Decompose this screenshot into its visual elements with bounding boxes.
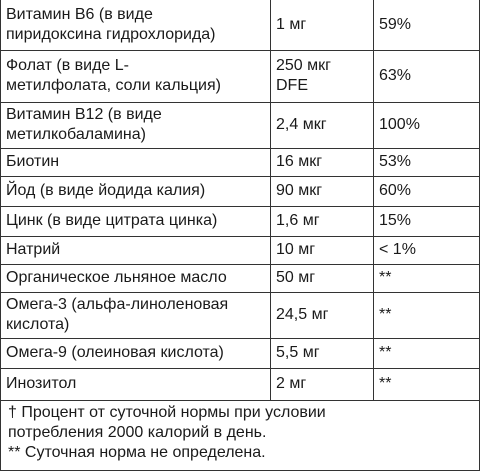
nutrient-daily-value-text: ** (379, 344, 392, 361)
nutrient-name (0, 264, 270, 292)
nutrient-daily-value (373, 50, 480, 102)
nutrient-amount-text: 90 мкг (276, 182, 323, 199)
nutrient-daily-value-text: ** (379, 269, 392, 286)
nutrient-name (0, 236, 270, 264)
nutrient-name-text: Витамин B12 (в виде метилкобаламина) (6, 106, 162, 143)
nutrient-amount (270, 264, 373, 292)
nutrient-daily-value (373, 0, 480, 50)
nutrient-daily-value-text: 100% (379, 116, 420, 133)
nutrient-amount (270, 206, 373, 236)
nutrient-amount (270, 176, 373, 206)
nutrient-name (0, 292, 270, 338)
nutrient-amount (270, 102, 373, 148)
nutrient-name-text: Натрий (6, 241, 61, 258)
nutrient-daily-value (373, 338, 480, 368)
nutrient-amount-text: 1 мг (276, 16, 307, 33)
footnote-line-3: ** Суточная норма не определена. (8, 444, 266, 461)
nutrient-daily-value-text: ** (379, 306, 392, 323)
nutrient-daily-value (373, 102, 480, 148)
nutrient-amount (270, 338, 373, 368)
nutrient-name (0, 206, 270, 236)
table-footnote (0, 403, 480, 463)
nutrient-name-text: Йод (в виде йодида калия) (6, 182, 206, 199)
nutrient-amount-text: 2 мг (276, 375, 307, 392)
nutrient-amount (270, 50, 373, 102)
nutrient-amount-text: 10 мг (276, 241, 316, 258)
nutrient-amount-text: 16 мкг (276, 153, 323, 170)
nutrient-amount-text: 1,6 мг (276, 212, 320, 229)
nutrient-daily-value (373, 176, 480, 206)
nutrient-name (0, 176, 270, 206)
nutrient-amount (270, 0, 373, 50)
nutrient-name-text: Омега-9 (олеиновая кислота) (6, 344, 224, 361)
nutrient-name-text: Биотин (6, 153, 60, 170)
nutrient-name-text: Инозитол (6, 375, 77, 392)
nutrient-name (0, 338, 270, 368)
nutrient-daily-value-text: 60% (379, 182, 412, 199)
nutrient-name-text: Фолат (в виде L- метилфолата, соли кальция) (6, 57, 221, 94)
nutrient-amount-text: 24,5 мг (276, 306, 329, 323)
nutrient-amount (270, 148, 373, 176)
nutrient-name-text: Цинк (в виде цитрата цинка) (6, 212, 218, 229)
nutrient-name (0, 102, 270, 148)
nutrient-name (0, 148, 270, 176)
nutrient-daily-value-text: 59% (379, 16, 412, 33)
nutrient-daily-value-text: 63% (379, 67, 412, 84)
nutrient-name-text: Органическое льняное масло (6, 269, 227, 286)
nutrient-daily-value (373, 292, 480, 338)
nutrient-daily-value (373, 148, 480, 176)
nutrient-name-text: Омега-3 (альфа-линоленовая кислота) (6, 296, 229, 333)
nutrient-name-text: Витамин B6 (в виде пиридоксина гидрохлорида) (6, 6, 216, 43)
nutrient-amount-text: 250 мкг DFE (276, 57, 331, 94)
nutrient-name (0, 0, 270, 50)
nutrient-daily-value (373, 236, 480, 264)
nutrient-daily-value (373, 264, 480, 292)
nutrient-daily-value-text: 15% (379, 212, 412, 229)
nutrient-daily-value (373, 368, 480, 400)
nutrient-daily-value-text: < 1% (379, 241, 416, 258)
nutrient-amount (270, 368, 373, 400)
nutrient-amount-text: 50 мг (276, 269, 316, 286)
nutrient-daily-value-text: ** (379, 375, 392, 392)
nutrient-name (0, 50, 270, 102)
nutrient-amount (270, 292, 373, 338)
footnote-line-2: потребления 2000 калорий в день. (8, 424, 267, 441)
nutrient-daily-value (373, 206, 480, 236)
nutrient-name (0, 368, 270, 400)
nutrient-amount-text: 2,4 мкг (276, 116, 327, 133)
nutrient-amount (270, 236, 373, 264)
nutrient-amount-text: 5,5 мг (276, 344, 320, 361)
nutrient-daily-value-text: 53% (379, 153, 412, 170)
footnote-line-1: † Процент от суточной нормы при условии (8, 404, 326, 421)
